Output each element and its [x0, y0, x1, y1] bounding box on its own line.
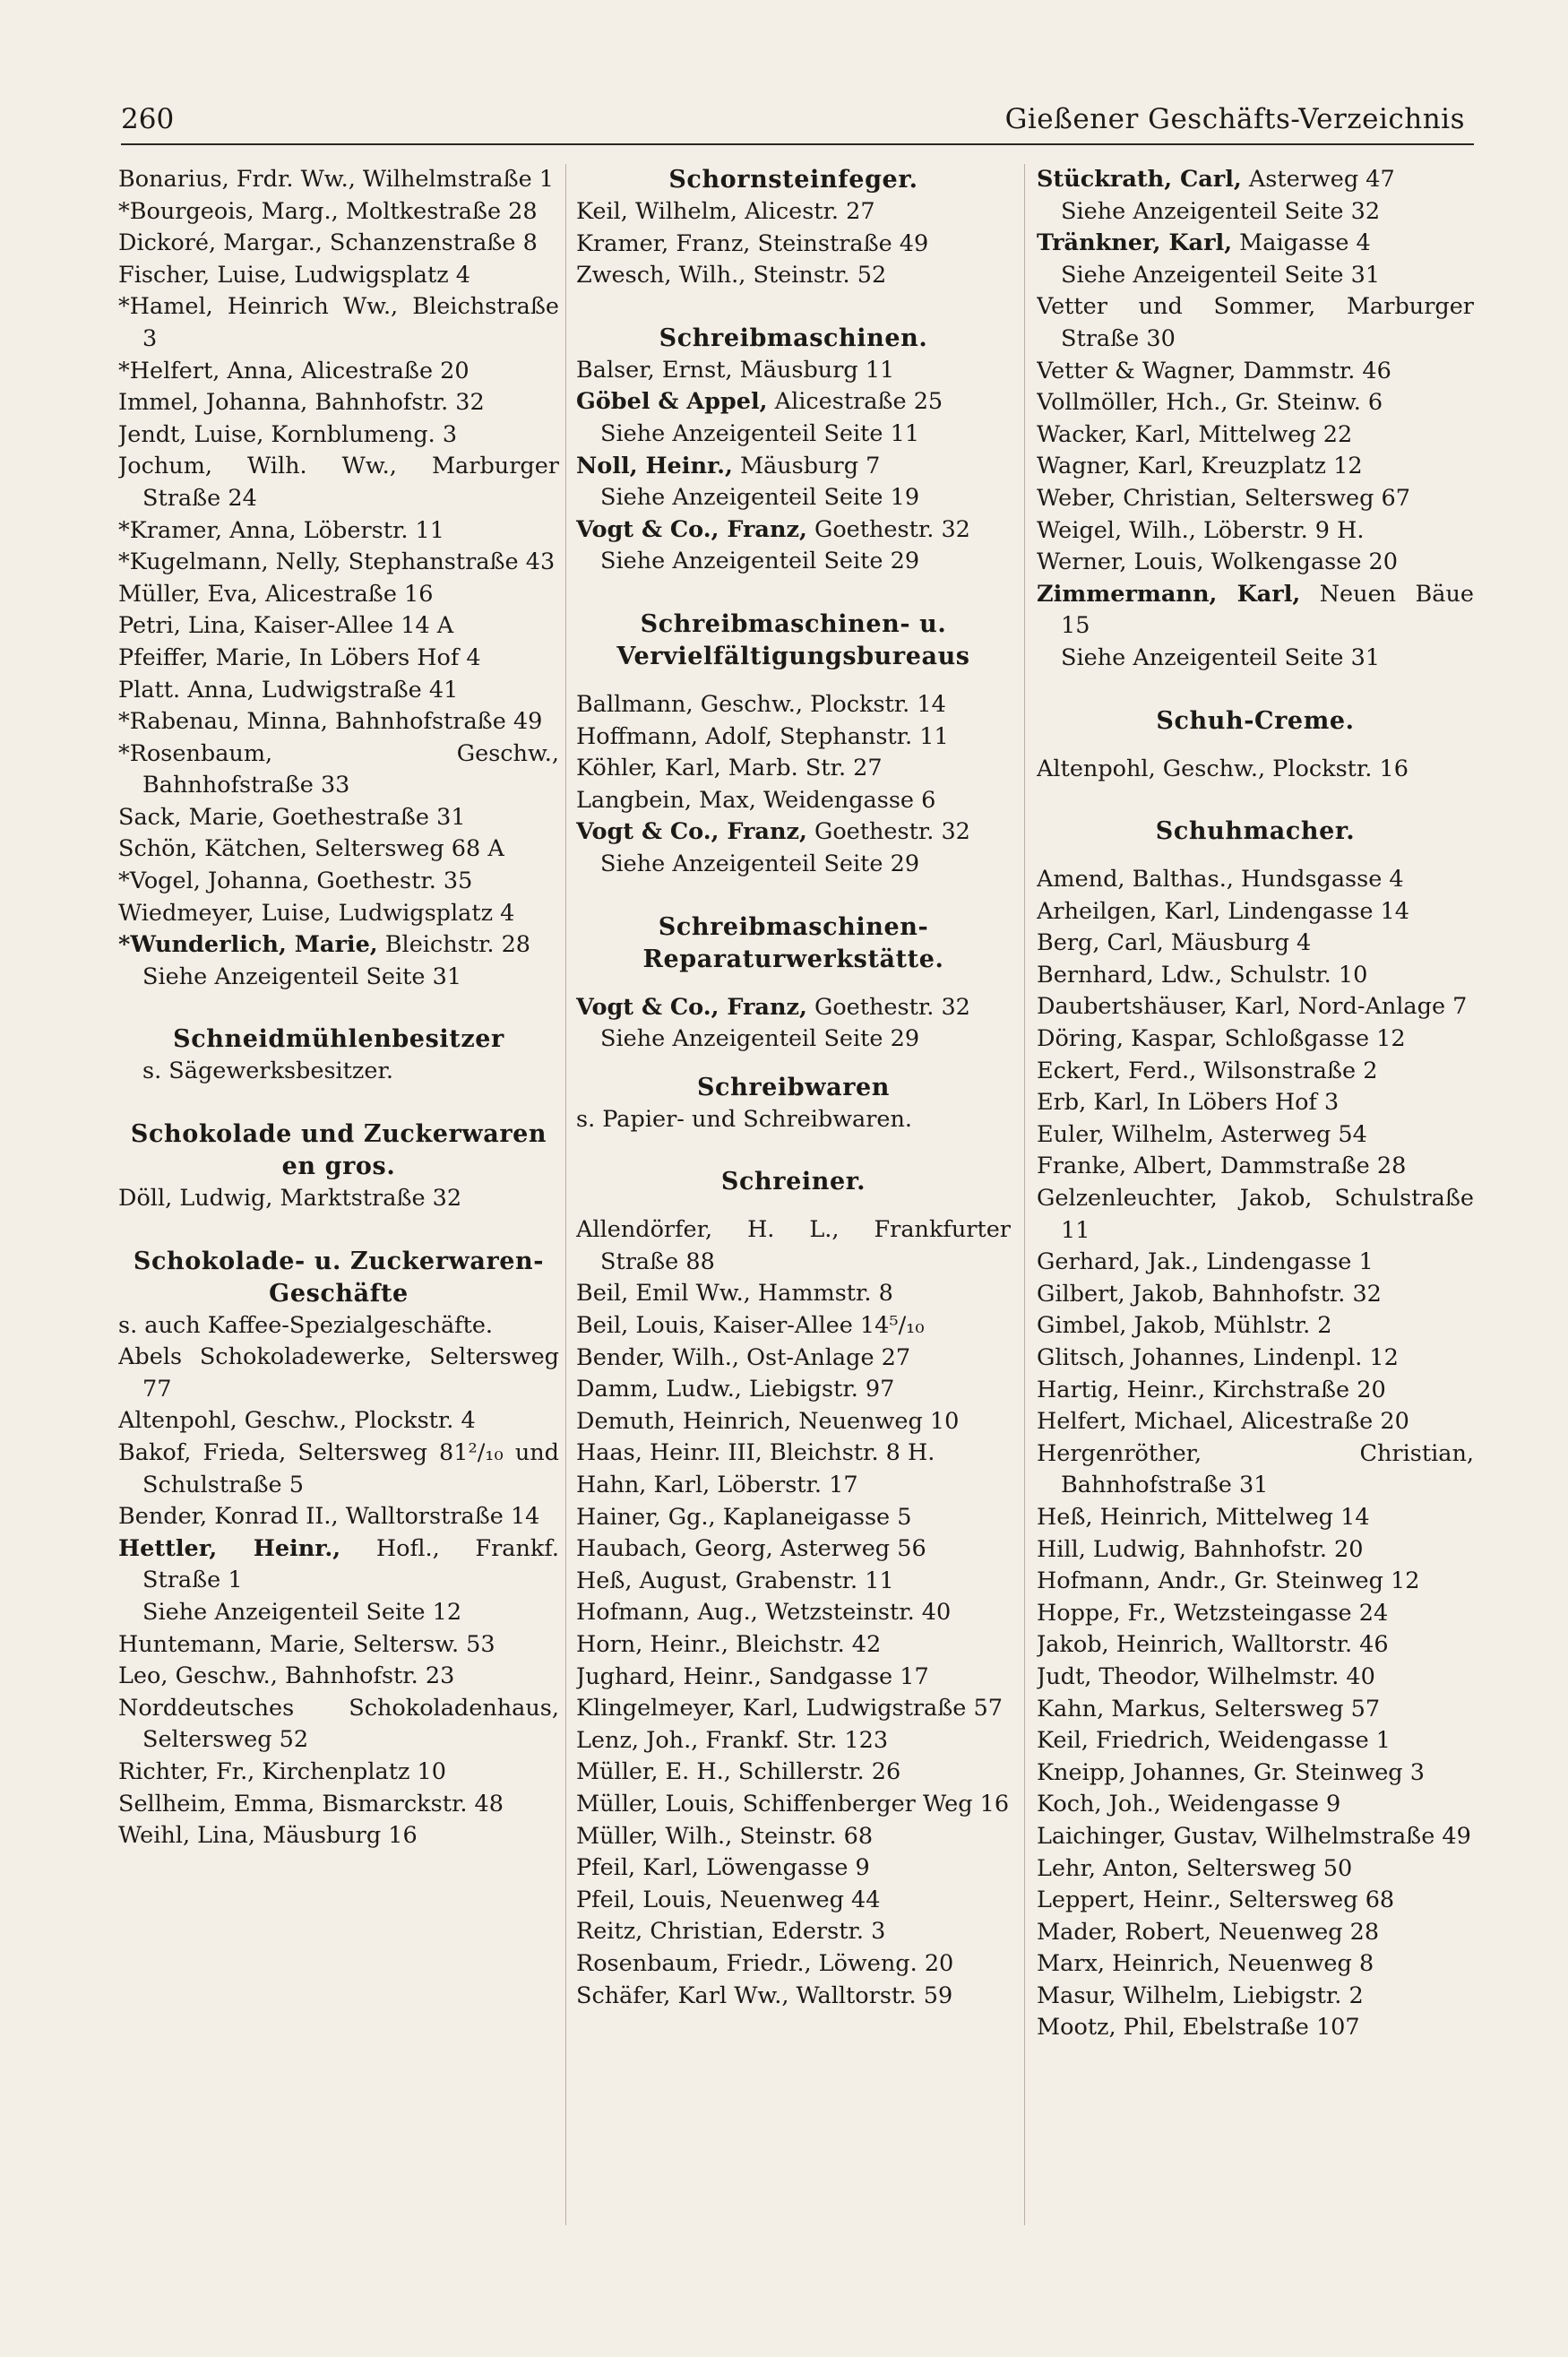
section-heading: Schreibwaren [696, 1073, 891, 1101]
list-item: Bender, Konrad II., Walltorstraße 14 [118, 1503, 540, 1531]
list-item: Allendörfer, H. L., Frankfurter Straße 88 [576, 1216, 1011, 1275]
list-item: *Kugelmann, Nelly, Stephanstraße 43 [118, 548, 556, 576]
list-item: Döring, Kaspar, Schloßgasse 12 [1037, 1025, 1406, 1053]
list-item: Haubach, Georg, Asterweg 56 [576, 1535, 926, 1563]
list-item: Bonarius, Frdr. Ww., Wilhelmstraße 1 [118, 166, 555, 193]
list-item: Mader, Robert, Neuenweg 28 [1037, 1918, 1380, 1946]
list-item: Hill, Ludwig, Bahnhofstr. 20 [1037, 1535, 1364, 1563]
section-heading: Schreibmaschinen- u. Vervielfältigungsbureaus [616, 609, 970, 670]
list-item: Pfeil, Louis, Neuenweg 44 [576, 1886, 881, 1913]
list-item: Balser, Ernst, Mäusburg 11 [576, 356, 895, 384]
list-item: Schäfer, Karl Ww., Walltorstr. 59 [576, 1981, 953, 2009]
list-item: Euler, Wilhelm, Asterweg 54 [1037, 1120, 1367, 1148]
list-item: Müller, Wilh., Steinstr. 68 [576, 1822, 874, 1850]
list-item: Heß, Heinrich, Mittelweg 14 [1037, 1503, 1370, 1531]
list-item [576, 451, 1011, 483]
list-item: Leo, Geschw., Bahnhofstr. 23 [118, 1662, 455, 1690]
column-left [118, 164, 559, 2342]
list-item: Berg, Carl, Mäusburg 4 [1037, 929, 1312, 957]
list-item: Daubertshäuser, Karl, Nord-Anlage 7 [1037, 993, 1468, 1021]
address: Goethestr. 32 [806, 515, 970, 543]
list-item: Gilbert, Jakob, Bahnhofstr. 32 [1037, 1280, 1382, 1308]
list-item: Bakof, Frieda, Seltersweg 81²/₁₀ und Schulstraße 5 [118, 1439, 559, 1498]
list-item: Kramer, Franz, Steinstraße 49 [576, 229, 929, 257]
ad-reference: Siehe Anzeigenteil Seite 31 [1061, 261, 1381, 289]
ad-reference: Siehe Anzeigenteil Seite 29 [600, 1025, 920, 1053]
list-item: Laichinger, Gustav, Wilhelmstraße 49 [1037, 1822, 1471, 1850]
list-item: Jochum, Wilh. Ww., Marburger Straße 24 [118, 453, 559, 512]
list-item: Weigel, Wilh., Löberstr. 9 H. [1037, 516, 1365, 544]
ad-reference: Siehe Anzeigenteil Seite 29 [600, 548, 920, 575]
list-item: Pfeil, Karl, Löwengasse 9 [576, 1854, 870, 1882]
list-item: *Vogel, Johanna, Goethestr. 35 [118, 868, 473, 895]
list-item: Haas, Heinr. III, Bleichstr. 8 H. [576, 1439, 935, 1467]
list-item: Gerhard, Jak., Lindengasse 1 [1037, 1248, 1374, 1276]
list-item: *Rosenbaum, Geschw., Bahnhofstraße 33 [118, 739, 559, 799]
section-heading: Schokolade und Zuckerwaren en gros. [130, 1120, 547, 1181]
list-item: Wagner, Karl, Kreuzplatz 12 [1037, 453, 1363, 480]
list-item: Müller, Eva, Alicestraße 16 [118, 580, 434, 608]
list-item: Erb, Karl, In Löbers Hof 3 [1037, 1089, 1340, 1117]
list-item: Abels Schokoladewerke, Seltersweg 77 [118, 1343, 559, 1403]
list-item: Judt, Theodor, Wilhelmstr. 40 [1037, 1662, 1375, 1690]
list-item: Richter, Fr., Kirchenplatz 10 [118, 1757, 446, 1785]
address: Bleichstr. 28 [377, 931, 531, 959]
list-item: *Helfert, Anna, Alicestraße 20 [118, 357, 470, 384]
running-title: Gießener Geschäfts-Verzeichnis [1004, 103, 1465, 135]
cross-reference: s. Sägewerksbesitzer. [142, 1058, 393, 1085]
list-item: Franke, Albert, Dammstraße 28 [1037, 1153, 1407, 1180]
list-item [576, 386, 1011, 419]
list-item: Damm, Ludw., Liebigstr. 97 [576, 1376, 895, 1403]
section-heading: Schreiner. [720, 1168, 866, 1196]
list-item: Leppert, Heinr., Seltersweg 68 [1037, 1886, 1395, 1914]
list-item: Rosenbaum, Friedr., Löweng. 20 [576, 1949, 954, 1977]
list-item: Vetter & Wagner, Dammstr. 46 [1037, 357, 1391, 384]
section-heading: Schneidmühlenbesitzer [173, 1025, 504, 1054]
list-item: Hergenröther, Christian, Bahnhofstraße 31 [1037, 1439, 1474, 1499]
list-item: Sack, Marie, Goethestraße 31 [118, 803, 466, 831]
list-item: Lehr, Anton, Seltersweg 50 [1037, 1854, 1353, 1882]
address: Alicestraße 25 [767, 388, 943, 416]
list-item [576, 992, 1011, 1024]
address: Maigasse 4 [1232, 229, 1371, 257]
list-item: Helfert, Michael, Alicestraße 20 [1037, 1408, 1409, 1436]
business-name: Hettler, Heinr., [118, 1534, 341, 1562]
business-name: Vogt & Co., Franz, [576, 515, 807, 543]
address: Hofl., Frankf. Straße 1 [142, 1534, 559, 1594]
list-item: Glitsch, Johannes, Lindenpl. 12 [1037, 1344, 1399, 1371]
list-item: *Bourgeois, Marg., Moltkestraße 28 [118, 197, 538, 225]
business-name: Zimmermann, Karl, [1037, 580, 1301, 608]
list-item: Weihl, Lina, Mäusburg 16 [118, 1822, 418, 1850]
list-item: Lenz, Joh., Frankf. Str. 123 [576, 1726, 889, 1754]
list-item: Vollmöller, Hch., Gr. Steinw. 6 [1037, 389, 1383, 417]
list-item: Heß, August, Grabenstr. 11 [576, 1567, 894, 1594]
list-item [1037, 228, 1474, 260]
section-heading: Schuh-Creme. [1156, 706, 1355, 735]
business-name: Noll, Heinr., [576, 452, 733, 479]
list-item [118, 1533, 559, 1597]
list-item: Bender, Wilh., Ost-Anlage 27 [576, 1343, 911, 1371]
header-rule [121, 143, 1474, 145]
list-item: Jakob, Heinrich, Walltorstr. 46 [1037, 1631, 1389, 1659]
section-heading: Schokolade- u. Zuckerwaren-Geschäfte [133, 1247, 545, 1308]
list-item: *Hamel, Heinrich Ww., Bleichstraße 3 [118, 293, 559, 352]
list-item: Vetter und Sommer, Marburger Straße 30 [1037, 293, 1474, 352]
list-item: Jughard, Heinr., Sandgasse 17 [576, 1662, 929, 1690]
list-item: Pfeiffer, Marie, In Löbers Hof 4 [118, 643, 481, 671]
list-item: Hartig, Heinr., Kirchstraße 20 [1037, 1376, 1386, 1403]
list-item: Keil, Wilhelm, Alicestr. 27 [576, 198, 875, 225]
business-name: Göbel & Appel, [576, 388, 768, 416]
list-item [576, 816, 1011, 849]
column-middle [576, 164, 1011, 2342]
list-item: *Rabenau, Minna, Bahnhofstraße 49 [118, 708, 543, 736]
list-item: Hofmann, Andr., Gr. Steinweg 12 [1037, 1567, 1420, 1595]
list-item: Hainer, Gg., Kaplaneigasse 5 [576, 1503, 912, 1531]
list-item: Mootz, Phil, Ebelstraße 107 [1037, 2014, 1360, 2042]
list-item: Reitz, Christian, Ederstr. 3 [576, 1918, 886, 1946]
list-item: Hofmann, Aug., Wetzsteinstr. 40 [576, 1599, 952, 1627]
list-item: *Kramer, Anna, Löberstr. 11 [118, 516, 445, 544]
list-item: Sellheim, Emma, Bismarckstr. 48 [118, 1790, 504, 1817]
list-item: Müller, E. H., Schillerstr. 26 [576, 1758, 901, 1786]
section-heading: Schornsteinfeger. [668, 166, 918, 194]
list-item: Beil, Louis, Kaiser-Allee 14⁵/₁₀ [576, 1312, 925, 1340]
business-name: *Wunderlich, Marie, [118, 931, 378, 959]
ad-reference: Siehe Anzeigenteil Seite 31 [1061, 643, 1381, 671]
list-item: Wiedmeyer, Luise, Ludwigsplatz 4 [118, 899, 515, 927]
list-item: Ballmann, Geschw., Plockstr. 14 [576, 690, 946, 718]
list-item: Petri, Lina, Kaiser-Allee 14 A [118, 612, 454, 640]
business-name: Tränkner, Karl, [1037, 229, 1233, 257]
list-item: Immel, Johanna, Bahnhofstr. 32 [118, 389, 485, 417]
list-item: Eckert, Ferd., Wilsonstraße 2 [1037, 1057, 1378, 1084]
list-item: Hoppe, Fr., Wetzsteingasse 24 [1037, 1599, 1389, 1627]
list-item: Horn, Heinr., Bleichstr. 42 [576, 1631, 882, 1658]
ad-reference: Siehe Anzeigenteil Seite 12 [142, 1598, 462, 1626]
ad-reference: Siehe Anzeigenteil Seite 32 [1061, 197, 1381, 225]
list-item: Fischer, Luise, Ludwigsplatz 4 [118, 261, 470, 289]
section-heading: Schreibmaschinen. [659, 324, 928, 352]
list-item: Keil, Friedrich, Weidengasse 1 [1037, 1727, 1391, 1755]
list-item: Kahn, Markus, Seltersweg 57 [1037, 1695, 1381, 1722]
list-item: Schön, Kätchen, Seltersweg 68 A [118, 835, 504, 863]
list-item [118, 929, 559, 962]
list-item [1037, 164, 1474, 196]
list-item: Gelzenleuchter, Jakob, Schulstraße 11 [1037, 1185, 1474, 1244]
list-item [1037, 579, 1474, 643]
list-item: Bernhard, Ldw., Schulstr. 10 [1037, 961, 1368, 989]
page-number: 260 [121, 103, 175, 135]
list-item: Amend, Balthas., Hundsgasse 4 [1037, 866, 1404, 894]
list-item: Döll, Ludwig, Marktstraße 32 [118, 1185, 462, 1213]
list-item: Norddeutsches Schokoladenhaus, Seltersweg 52 [118, 1694, 559, 1754]
ad-reference: Siehe Anzeigenteil Seite 11 [600, 419, 920, 447]
column-divider [565, 164, 566, 2225]
list-item: Arheilgen, Karl, Lindengasse 14 [1037, 897, 1409, 925]
list-item: Koch, Joh., Weidengasse 9 [1037, 1791, 1341, 1818]
list-item: Beil, Emil Ww., Hammstr. 8 [576, 1280, 893, 1308]
list-item: Klingelmeyer, Karl, Ludwigstraße 57 [576, 1695, 1003, 1722]
list-item: Weber, Christian, Seltersweg 67 [1037, 484, 1410, 512]
list-item: Gimbel, Jakob, Mühlstr. 2 [1037, 1312, 1332, 1340]
list-item: Masur, Wilhelm, Liebigstr. 2 [1037, 1981, 1364, 2009]
address: Asterweg 47 [1241, 166, 1395, 193]
list-item: Marx, Heinrich, Neuenweg 8 [1037, 1950, 1374, 1978]
list-item: Altenpohl, Geschw., Plockstr. 16 [1037, 755, 1409, 782]
section-heading: Schuhmacher. [1155, 817, 1356, 846]
list-item: Demuth, Heinrich, Neuenweg 10 [576, 1407, 960, 1435]
list-item: Kneipp, Johannes, Gr. Steinweg 3 [1037, 1758, 1425, 1786]
list-item: Dickoré, Margar., Schanzenstraße 8 [118, 229, 538, 257]
list-item: Hahn, Karl, Löberstr. 17 [576, 1472, 858, 1499]
list-item: Altenpohl, Geschw., Plockstr. 4 [118, 1407, 476, 1435]
business-name: Vogt & Co., Franz, [576, 818, 807, 846]
cross-reference: s. Papier- und Schreibwaren. [576, 1105, 913, 1133]
list-item [576, 514, 1011, 547]
list-item: Platt. Anna, Ludwigstraße 41 [118, 676, 459, 704]
address: Goethestr. 32 [806, 993, 970, 1021]
list-item: Jendt, Luise, Kornblumeng. 3 [118, 420, 458, 448]
list-item: Hoffmann, Adolf, Stephanstr. 11 [576, 722, 949, 750]
cross-reference: s. auch Kaffee-Spezialgeschäfte. [118, 1311, 494, 1339]
ad-reference: Siehe Anzeigenteil Seite 31 [142, 963, 462, 990]
ad-reference: Siehe Anzeigenteil Seite 19 [600, 484, 920, 512]
column-divider [1024, 164, 1025, 2225]
list-item: Werner, Louis, Wolkengasse 20 [1037, 548, 1398, 576]
business-name: Stückrath, Carl, [1037, 166, 1242, 193]
ad-reference: Siehe Anzeigenteil Seite 29 [600, 850, 920, 877]
section-heading: Schreibmaschinen-Reparaturwerkstätte. [642, 912, 944, 973]
list-item: Huntemann, Marie, Seltersw. 53 [118, 1630, 495, 1658]
list-item: Köhler, Karl, Marb. Str. 27 [576, 755, 883, 782]
list-item: Müller, Louis, Schiffenberger Weg 16 [576, 1790, 1010, 1817]
business-name: Vogt & Co., Franz, [576, 993, 807, 1021]
list-item: Zwesch, Wilh., Steinstr. 52 [576, 262, 887, 289]
column-right [1037, 164, 1474, 2342]
address: Neuen Bäue 15 [1061, 580, 1474, 640]
address: Goethestr. 32 [806, 818, 970, 846]
list-item: Wacker, Karl, Mittelweg 22 [1037, 420, 1353, 448]
list-item: Langbein, Max, Weidengasse 6 [576, 786, 936, 814]
page-header [121, 97, 1465, 142]
address: Mäusburg 7 [732, 452, 881, 479]
